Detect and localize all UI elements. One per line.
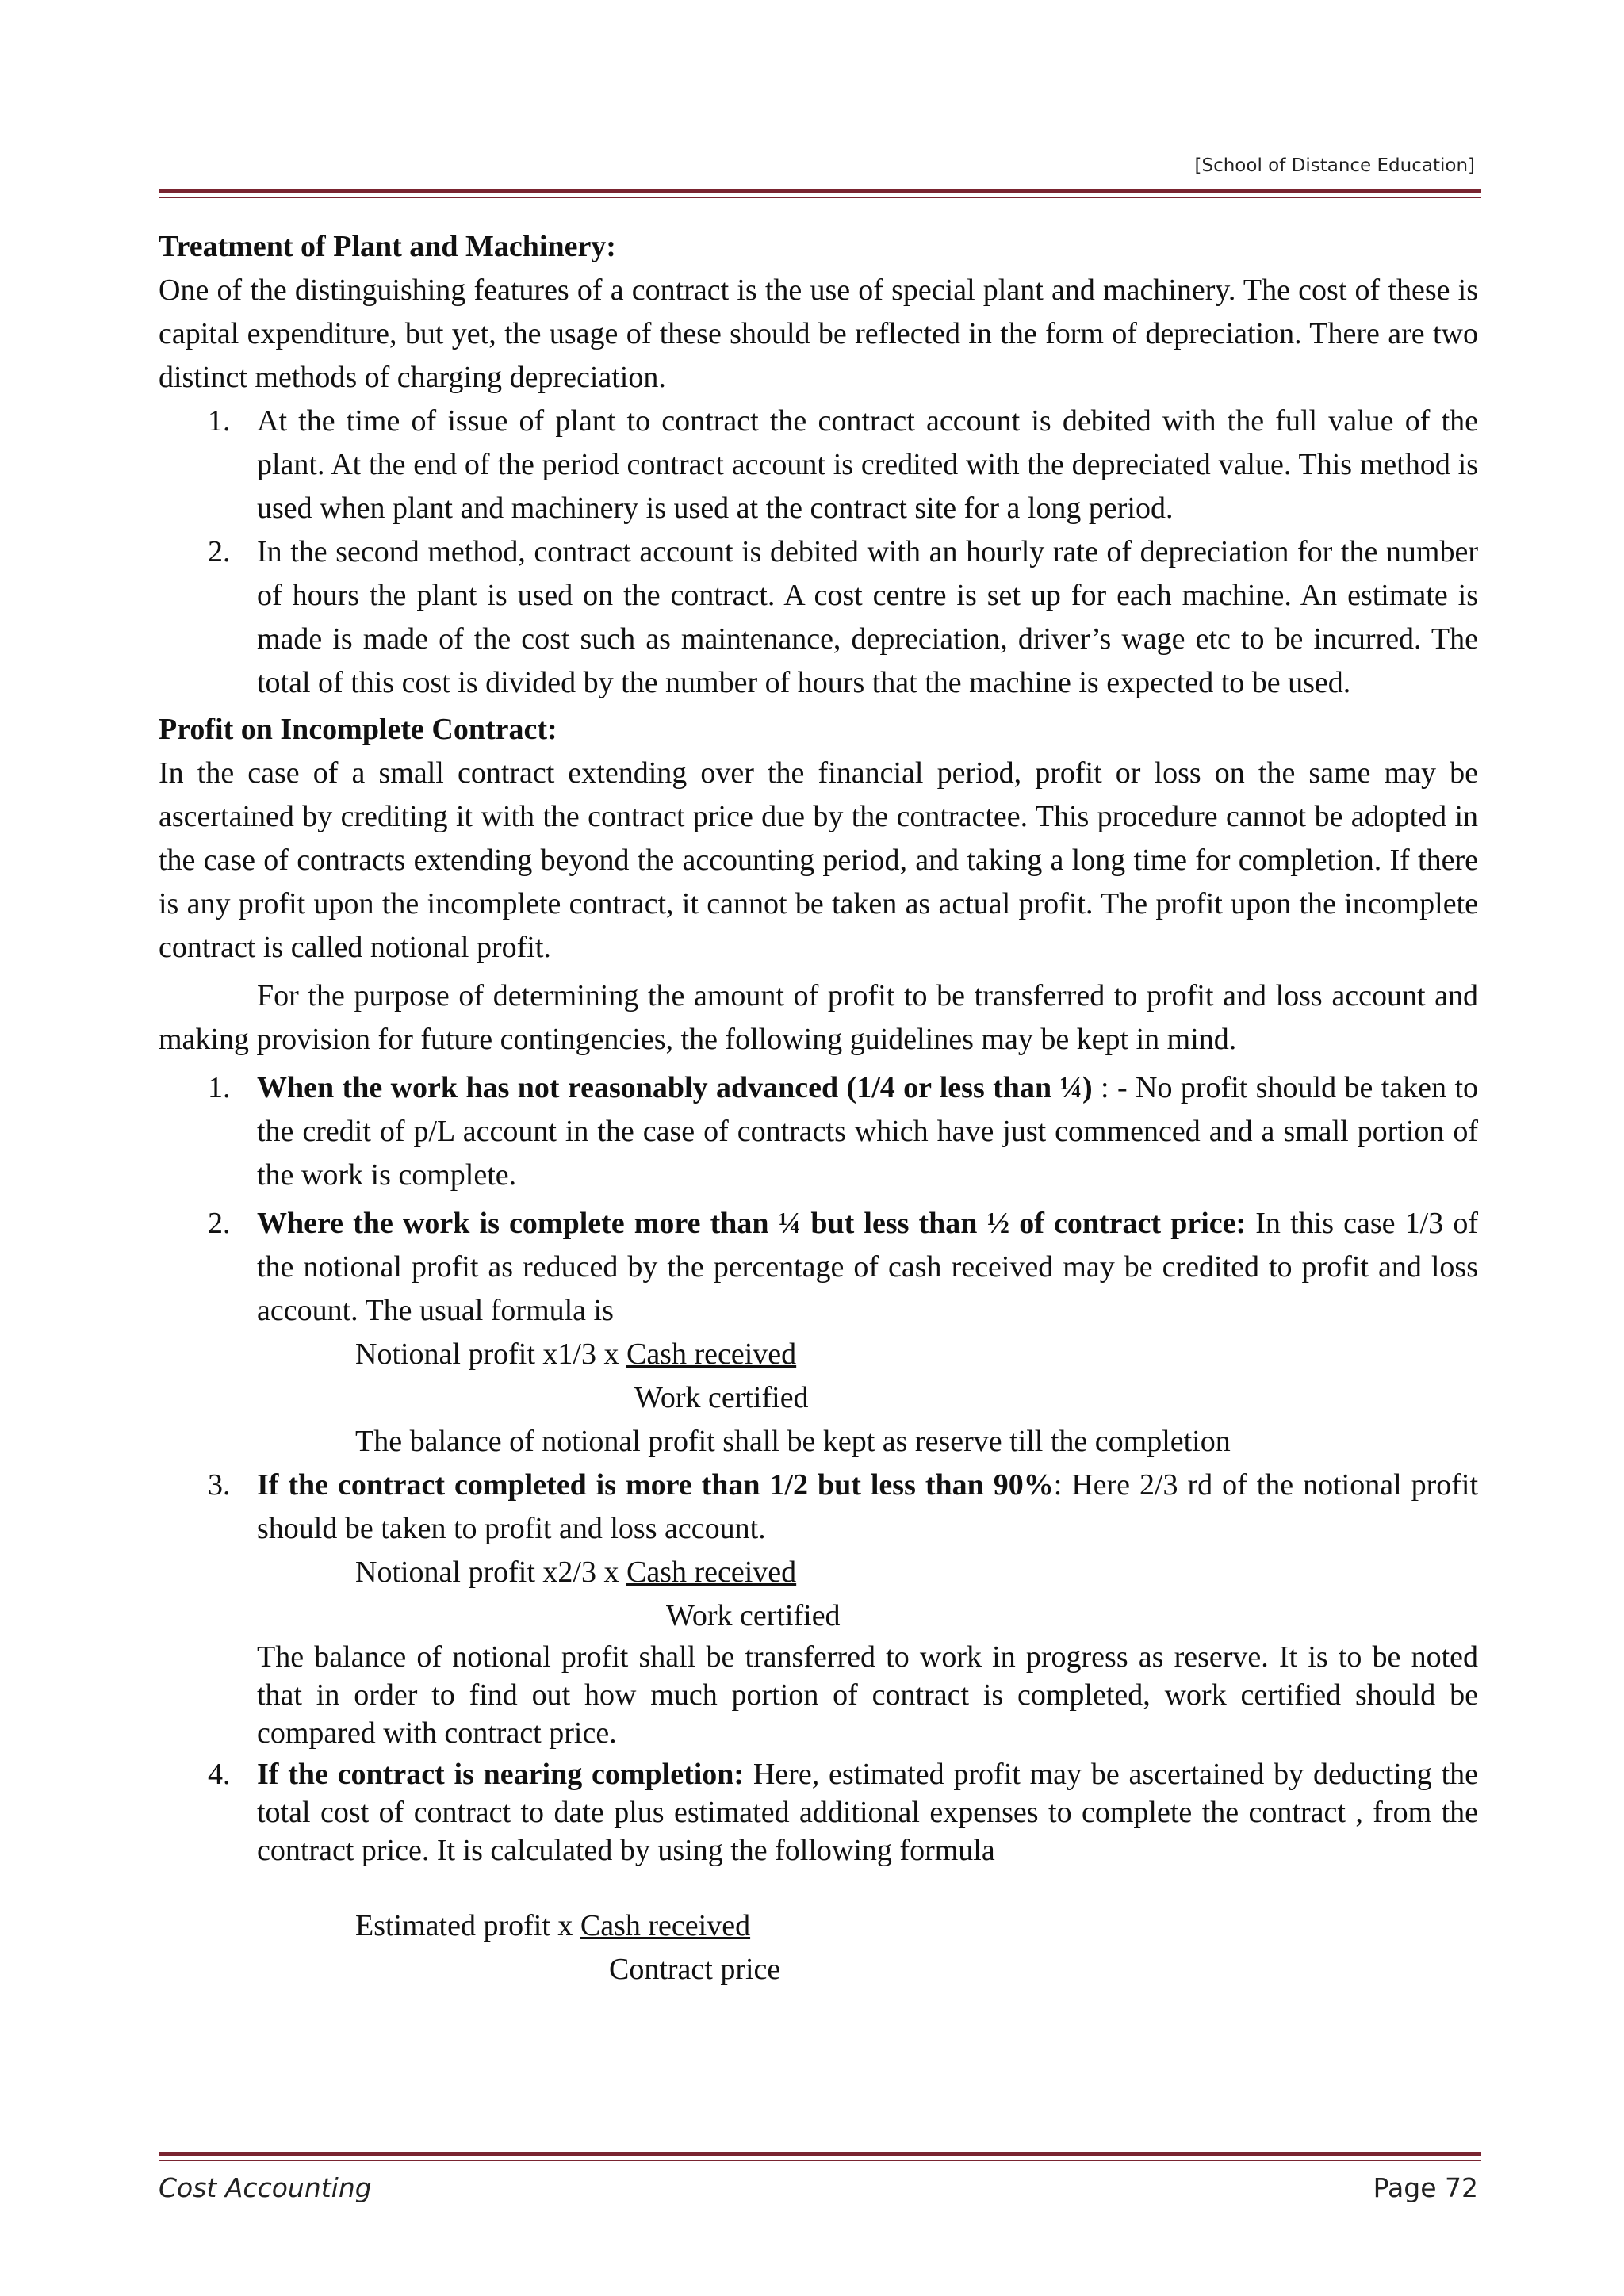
- section-para-guidelines: For the purpose of determining the amount of profit to be transferred to profit and loss account and making provision for future contingencies, the following guidelines may be kept in mind.: [159, 979, 1478, 1056]
- list-text: In the second method, contract account is debited with an hourly rate of depreciation for the number of hours the plant is used on the contract. A cost centre is set up for each machine. An estimate is made is made of the cost such as maintenance, depreciation, driver’s wage etc to be incurred. The total of this cost is divided by the number of hours that the machine is expected to be used.: [257, 535, 1478, 699]
- formula-note: The balance of notional profit shall be transferred to work in progress as reserve. It is to be noted that in order to find out how much portion of contract is completed, work certified should be compared with contract price.: [257, 1640, 1478, 1750]
- depreciation-methods-list: [159, 400, 1478, 705]
- list-bold-lead: If the contract completed is more than 1/2 but less than 90%: [257, 1468, 1054, 1502]
- formula-denominator: Contract price: [609, 1953, 781, 1986]
- formula-note: The balance of notional profit shall be kept as reserve till the completion: [355, 1425, 1231, 1458]
- formula-estimated: [257, 1904, 1478, 1992]
- formula-denominator: Work certified: [666, 1599, 841, 1632]
- header-institution: [School of Distance Education]: [1194, 155, 1475, 176]
- section-heading-profit: Profit on Incomplete Contract:: [159, 713, 557, 746]
- list-item: [159, 1066, 1478, 1197]
- list-bold-lead: Where the work is complete more than ¼ but less than ½ of contract price:: [257, 1207, 1247, 1240]
- header-rule-thin: [159, 197, 1481, 198]
- list-text: : - No profit should be taken to the credit of p/L account in the case of contracts which have just commenced and a small portion of the work is complete.: [257, 1071, 1479, 1192]
- list-item: [159, 1202, 1478, 1464]
- footer-rule: [159, 2152, 1481, 2156]
- section-heading-plant: Treatment of Plant and Machinery:: [159, 230, 616, 263]
- list-text: : Here 2/3 rd of the notional profit should be taken to profit and loss account.: [257, 1468, 1478, 1545]
- section-para-profit: In the case of a small contract extending over the financial period, profit or loss on the same may be ascertained by crediting it with the contract price due by the contractee. This procedure cannot be adopted in the case of contracts extending beyond the accounting period, and taking a long time for completion. If there is any profit upon the incomplete contract, it cannot be taken as actual profit. The profit upon the incomplete contract is called notional profit.: [159, 756, 1478, 964]
- formula-prefix: Estimated profit x: [355, 1909, 580, 1942]
- page-number: Page 72: [1373, 2172, 1478, 2203]
- footer-rule-thin: [159, 2160, 1481, 2161]
- list-number: 2.: [208, 1207, 231, 1240]
- list-number: 1.: [208, 1071, 231, 1104]
- formula-one-third: [257, 1333, 1478, 1420]
- list-number: 4.: [208, 1758, 231, 1791]
- list-number: 1.: [208, 404, 231, 438]
- page-body: [159, 225, 1478, 1992]
- list-text: Here, estimated profit may be ascertained by deducting the total cost of contract to date plus estimated additional expenses to complete the contract , from the contract price. It is calculated by using the following formula: [257, 1758, 1478, 1867]
- list-number: 3.: [208, 1468, 231, 1502]
- list-item: [159, 1464, 1478, 1752]
- formula-prefix: Notional profit x1/3 x: [355, 1337, 626, 1371]
- list-bold-lead: When the work has not reasonably advanced (1/4 or less than ¼): [257, 1071, 1093, 1104]
- list-text: At the time of issue of plant to contract the contract account is debited with the full value of the plant. At the end of the period contract account is credited with the depreciated value. This method is used when plant and machinery is used at the contract site for a long period.: [257, 404, 1478, 525]
- list-bold-lead: If the contract is nearing completion:: [257, 1758, 745, 1791]
- formula-numerator: Cash received: [626, 1556, 797, 1589]
- guidelines-list: [159, 1066, 1478, 1992]
- list-number: 2.: [208, 535, 231, 568]
- list-item: [159, 400, 1478, 530]
- list-item: [159, 1755, 1478, 1992]
- formula-numerator: Cash received: [626, 1337, 797, 1371]
- formula-two-third: [257, 1551, 1478, 1638]
- footer-title: Cost Accounting: [159, 2172, 372, 2203]
- formula-prefix: Notional profit x2/3 x: [355, 1556, 626, 1589]
- section-intro-plant: One of the distinguishing features of a contract is the use of special plant and machinery. The cost of these is capital expenditure, but yet, the usage of these should be reflected in the form of depreciation. There are two distinct methods of charging depreciation.: [159, 274, 1478, 394]
- header-rule: [159, 189, 1481, 193]
- list-item: [159, 530, 1478, 705]
- list-text: In this case 1/3 of the notional profit as reduced by the percentage of cash received may be credited to profit and loss account. The usual formula is: [257, 1207, 1478, 1327]
- formula-denominator: Work certified: [634, 1381, 809, 1414]
- formula-numerator: Cash received: [580, 1909, 751, 1942]
